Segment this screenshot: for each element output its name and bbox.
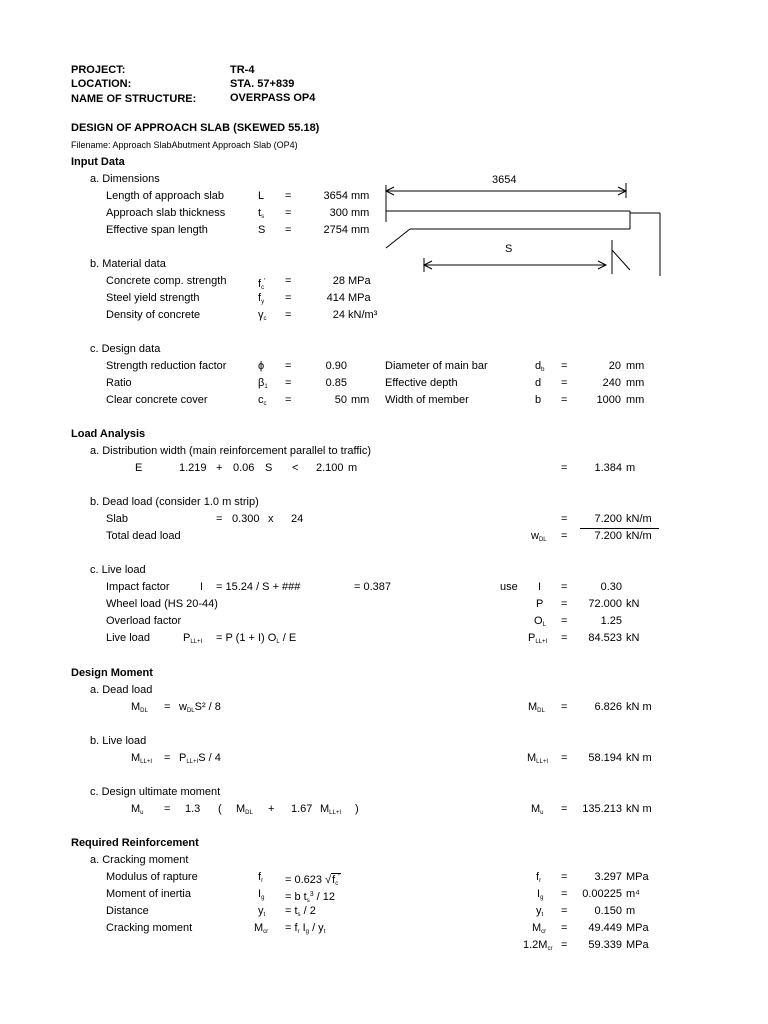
live-load-label: Live load (106, 632, 151, 644)
abutment-skew (612, 250, 630, 270)
dead-load-heading: b. Dead load (consider 1.0 m strip) (90, 496, 259, 508)
dim-equals: = (285, 207, 292, 219)
material-symbol: $f_y$ (258, 292, 265, 305)
crack-unit: m (626, 905, 636, 917)
crack-factored-symbol: $1.2M_{cr}$ (523, 939, 553, 952)
moment-ult-result-symbol: $M_u$ (531, 803, 544, 816)
dim-symbol: L (258, 190, 265, 202)
page-title: DESIGN OF APPROACH SLAB (SKEWED 55.18) (71, 122, 320, 134)
moment-ult-m1: $M_{DL}$ (236, 803, 253, 816)
design-value-2: 1000 (596, 394, 621, 406)
material-label: Steel yield strength (106, 292, 200, 304)
dim-equals: = (285, 190, 292, 202)
crack-equals: = (561, 905, 568, 917)
dist-e: E (135, 462, 143, 474)
filename: Filename: Approach SlabAbutment Approach Slab (OP4) (71, 140, 298, 150)
diagram-dim-s: S (505, 243, 513, 255)
dim-equals: = (285, 224, 292, 236)
sqrt-icon: √ (325, 874, 332, 886)
moment-heading: Design Moment (71, 667, 153, 679)
impact-label: Impact factor (106, 581, 170, 593)
design-equals: = (285, 377, 292, 389)
crack-formula: = 0.623 $√f_c'$ (285, 874, 340, 887)
moment-dead-result-symbol: $M_{DL}$ (528, 701, 545, 714)
wheel-label: Wheel load (HS 20-44) (106, 598, 218, 610)
material-symbol: $f_c'$ (258, 278, 266, 291)
structure-label: NAME OF STRUCTURE: (71, 93, 197, 105)
crack-unit: m⁴ (626, 888, 640, 900)
material-label: Concrete comp. strength (106, 275, 227, 287)
design-symbol-2: d (535, 377, 542, 389)
design-label: Clear concrete cover (106, 394, 208, 406)
total-dead-symbol: $w_{DL}$ (531, 530, 547, 543)
load-heading: Load Analysis (71, 428, 146, 440)
design-value: 0.90 (325, 360, 347, 372)
dim-unit: mm (351, 207, 370, 219)
material-label: Density of concrete (106, 309, 201, 321)
material-value: 28 (332, 275, 345, 287)
design-value: 0.85 (325, 377, 347, 389)
crack-value: 3.297 (594, 871, 622, 883)
slab-thickness: 0.300 (232, 513, 260, 525)
material-value: 414 (326, 292, 345, 304)
wheel-symbol: P (536, 598, 544, 610)
moment-ult-result-equals: = (561, 803, 568, 815)
design-equals-2: = (561, 377, 568, 389)
structure-value: OVERPASS OP4 (230, 92, 316, 104)
impact-result: = 0.387 (354, 581, 392, 593)
dist-equals: = (561, 462, 568, 474)
use-symbol: I (538, 581, 542, 593)
dist-m: m (348, 462, 358, 474)
design-equals: = (285, 360, 292, 372)
moment-dead-formula: $w_{DL}S^2 / 8$ (179, 701, 221, 714)
dim-label: Effective span length (106, 224, 208, 236)
material-value: 24 (332, 309, 345, 321)
moment-dead-unit: kN m (626, 701, 652, 713)
live-load-symbol: $P_{LL+I}$ (183, 632, 203, 645)
dim-value: 3654 (323, 190, 348, 202)
moment-ult-factor2: 1.67 (291, 803, 313, 815)
crack-symbol: $M_{cr}$ (254, 922, 269, 935)
dist-limit: 2.100 (316, 462, 344, 474)
design-equals: = (285, 394, 292, 406)
project-label: PROJECT: (71, 64, 126, 76)
dim-unit: mm (351, 190, 370, 202)
moment-live-value: 58.194 (588, 752, 622, 764)
moment-ult-factor1: 1.3 (185, 803, 201, 815)
design-label-2: Width of member (385, 394, 469, 406)
crack-unit: MPa (626, 922, 649, 934)
overload-symbol: $O_L$ (534, 615, 546, 628)
material-symbol: $\gamma_c$ (258, 309, 267, 322)
slab-equals: = (216, 513, 223, 525)
dim-value: 300 (329, 207, 348, 219)
material-heading: b. Material data (90, 258, 166, 270)
moment-dead-value: 6.826 (594, 701, 622, 713)
dim-label: Approach slab thickness (106, 207, 226, 219)
design-value: 50 (334, 394, 347, 406)
design-symbol: ϕ (258, 360, 265, 372)
design-unit-2: mm (626, 377, 645, 389)
moment-ult-paren-open: ( (218, 803, 222, 815)
reinf-heading: Required Reinforcement (71, 837, 199, 849)
crack-formula: = $t_s / 2$ (285, 905, 316, 918)
moment-live-formula: $P_{LL+I}S / 4$ (179, 752, 221, 765)
wheel-value: 72.000 (588, 598, 622, 610)
location-label: LOCATION: (71, 78, 132, 90)
crack-result-symbol: $M_{cr}$ (532, 922, 547, 935)
live-load-symbol-2: $P_{LL+I}$ (528, 632, 548, 645)
crack-result-symbol: $I_g$ (537, 888, 544, 901)
diagram-dim-top: 3654 (492, 174, 517, 186)
wheel-unit: kN (626, 598, 640, 610)
design-unit: mm (351, 394, 370, 406)
crack-unit: MPa (626, 871, 649, 883)
sum-underline (580, 528, 659, 529)
dim-label: Length of approach slab (106, 190, 225, 202)
crack-heading: a. Cracking moment (90, 854, 189, 866)
dist-unit: m (626, 462, 636, 474)
overload-value: 1.25 (600, 615, 622, 627)
impact-symbol: I (200, 581, 204, 593)
moment-live-result-equals: = (561, 752, 568, 764)
crack-label: Distance (106, 905, 149, 917)
slab-label: Slab (106, 513, 129, 525)
slab-value: 7.200 (594, 513, 622, 525)
wheel-equals: = (561, 598, 568, 610)
design-value-2: 20 (608, 360, 621, 372)
moment-ult-unit: kN m (626, 803, 652, 815)
dist-value: 1.384 (594, 462, 622, 474)
design-value-2: 240 (602, 377, 621, 389)
crack-label: Moment of inertia (106, 888, 191, 900)
design-heading: c. Design data (90, 343, 161, 355)
design-unit-2: mm (626, 360, 645, 372)
dim-unit: mm (351, 224, 370, 236)
dim-value: 2754 (323, 224, 348, 236)
moment-dead-symbol: $M_{DL}$ (131, 701, 148, 714)
crack-value: 49.449 (588, 922, 622, 934)
slab-equals-2: = (561, 513, 568, 525)
material-equals: = (285, 309, 292, 321)
dist-c2: 0.06 (233, 462, 255, 474)
material-unit: MPa (348, 275, 371, 287)
crack-equals: = (561, 871, 568, 883)
design-equals-2: = (561, 394, 568, 406)
use-value: 0.30 (600, 581, 622, 593)
moment-live-result-symbol: $M_{LL+I}$ (527, 752, 549, 765)
live-load-value: 84.523 (588, 632, 622, 644)
total-dead-value: 7.200 (594, 530, 622, 542)
crack-result-symbol: $f_r$ (536, 871, 542, 884)
crack-label: Modulus of rapture (106, 871, 198, 883)
moment-ult-plus: + (268, 803, 275, 815)
moment-ult-paren-close: ) (355, 803, 359, 815)
live-load-heading: c. Live load (90, 564, 146, 576)
moment-ult-value: 135.213 (582, 803, 622, 815)
design-equals-2: = (561, 360, 568, 372)
total-dead-equals: = (561, 530, 568, 542)
moment-live-heading: b. Live load (90, 735, 147, 747)
dim-symbol: S (258, 224, 266, 236)
design-symbol-2: b (535, 394, 542, 406)
dist-lt: < (292, 462, 299, 474)
overload-label: Overload factor (106, 615, 182, 627)
moment-live-unit: kN m (626, 752, 652, 764)
crack-equals: = (561, 922, 568, 934)
use-label: use (500, 581, 518, 593)
design-symbol-2: $d_b$ (535, 360, 545, 373)
overload-equals: = (561, 615, 568, 627)
crack-formula: = b $t_s^3 / 12$ (285, 891, 336, 904)
crack-symbol: $y_t$ (258, 905, 266, 918)
material-equals: = (285, 292, 292, 304)
dist-s: S (265, 462, 273, 474)
crack-label: Cracking moment (106, 922, 193, 934)
total-dead-label: Total dead load (106, 530, 181, 542)
design-label-2: Diameter of main bar (385, 360, 488, 372)
location-value: STA. 57+839 (230, 78, 295, 90)
live-load-formula: = P (1 + I) $O_L$ / E (216, 632, 297, 645)
crack-formula: = $f_r$ $I_g / y_t$ (285, 922, 326, 935)
input-heading: Input Data (71, 156, 125, 168)
design-unit-2: mm (626, 394, 645, 406)
design-symbol: $\beta_1$ (258, 377, 268, 390)
crack-value: 0.150 (594, 905, 622, 917)
slab-skew-end (386, 229, 410, 248)
crack-value: 0.00225 (582, 888, 622, 900)
crack-result-symbol: $y_t$ (536, 905, 544, 918)
distribution-heading: a. Distribution width (main reinforcement parallel to traffic) (90, 445, 372, 457)
material-equals: = (285, 275, 292, 287)
total-dead-unit: kN/m (626, 530, 652, 542)
moment-live-symbol: $M_{LL+I}$ (131, 752, 153, 765)
slab-unit: kN/m (626, 513, 652, 525)
crack-factored-unit: MPa (626, 939, 649, 951)
crack-equals: = (561, 888, 568, 900)
moment-dead-result-equals: = (561, 701, 568, 713)
live-load-unit: kN (626, 632, 640, 644)
moment-dead-equals: = (164, 701, 171, 713)
moment-live-equals: = (164, 752, 171, 764)
dist-c1: 1.219 (179, 462, 207, 474)
impact-formula: = 15.24 / S + ### (216, 581, 301, 593)
design-label: Ratio (106, 377, 132, 389)
moment-ult-equals: = (164, 803, 171, 815)
material-unit: MPa (348, 292, 371, 304)
slab-density: 24 (291, 513, 304, 525)
design-label: Strength reduction factor (106, 360, 227, 372)
crack-factored-value: 59.339 (588, 939, 622, 951)
use-equals: = (561, 581, 568, 593)
material-unit: kN/m³ (348, 309, 378, 321)
dimensions-heading: a. Dimensions (90, 173, 160, 185)
design-symbol: $c_c$ (258, 394, 267, 407)
dim-symbol: $t_s$ (258, 207, 265, 220)
project-value: TR-4 (230, 64, 255, 76)
live-load-equals: = (561, 632, 568, 644)
dist-plus: + (216, 462, 223, 474)
moment-ult-m2: $M_{LL+I}$ (320, 803, 342, 816)
design-label-2: Effective depth (385, 377, 458, 389)
moment-dead-heading: a. Dead load (90, 684, 153, 696)
moment-ult-symbol: $M_u$ (131, 803, 144, 816)
moment-ult-heading: c. Design ultimate moment (90, 786, 221, 798)
crack-symbol: $f_r$ (258, 871, 264, 884)
crack-symbol: $I_g$ (258, 888, 265, 901)
slab-times: x (268, 513, 274, 525)
crack-factored-equals: = (561, 939, 568, 951)
